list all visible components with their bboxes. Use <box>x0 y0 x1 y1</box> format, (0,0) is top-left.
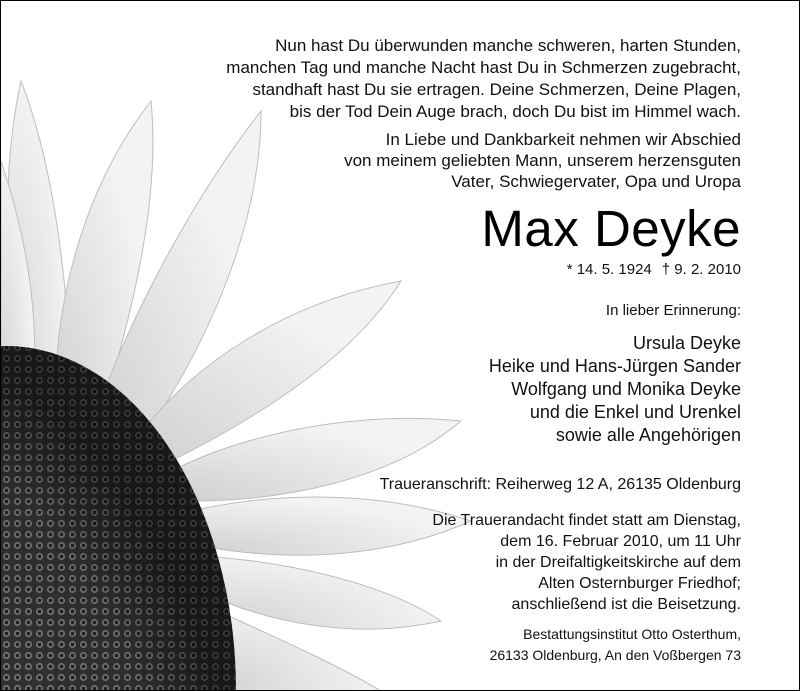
service-line: Alten Osternburger Friedhof; <box>538 575 741 592</box>
farewell-line: Vater, Schwiegervater, Opa und Uropa <box>451 172 741 191</box>
poem-line: standhaft hast Du sie ertragen. Deine Schmerzen, Deine Plagen, <box>252 80 741 99</box>
mourner: Ursula Deyke <box>632 333 741 353</box>
undertaker-line: Bestattungsinstitut Otto Osterthum, <box>523 626 741 642</box>
service-line: Die Trauerandacht findet statt am Dienstag, <box>432 512 741 529</box>
service-info <box>432 510 741 615</box>
farewell-line: von meinem geliebten Mann, unserem herzensguten <box>344 151 741 170</box>
mourner: Heike und Hans-Jürgen Sander <box>488 356 741 376</box>
service-line: dem 16. Februar 2010, um 11 Uhr <box>500 533 741 550</box>
farewell-text <box>344 129 741 192</box>
birth-date: * 14. 5. 1924 <box>566 261 652 278</box>
mourner: sowie alle Angehörigen <box>555 425 741 445</box>
deceased-name: Max Deyke <box>481 200 741 257</box>
poem-line: bis der Tod Dein Auge brach, doch Du bist im Himmel wach. <box>289 102 741 121</box>
mourners-list <box>489 332 741 447</box>
mourning-address: Traueranschrift: Reiherweg 12 A, 26135 Oldenburg <box>379 476 741 493</box>
service-line: in der Dreifaltigkeitskirche auf dem <box>495 554 741 571</box>
death-date: † 9. 2. 2010 <box>661 261 741 278</box>
poem-line: manchen Tag und manche Nacht hast Du in Schmerzen zugebracht, <box>226 58 741 77</box>
memory-heading: In lieber Erinnerung: <box>605 302 741 319</box>
life-dates <box>557 260 741 280</box>
mourner: Wolfgang und Monika Deyke <box>511 379 741 399</box>
mourner: und die Enkel und Urenkel <box>529 402 741 422</box>
poem <box>226 35 741 123</box>
service-line: anschließend ist die Beisetzung. <box>511 596 741 613</box>
farewell-line: In Liebe und Dankbarkeit nehmen wir Abschied <box>385 130 741 149</box>
poem-line: Nun hast Du überwunden manche schweren, harten Stunden, <box>275 36 741 55</box>
undertaker-line: 26133 Oldenburg, An den Voßbergen 73 <box>489 647 741 663</box>
undertaker-info <box>490 624 741 666</box>
